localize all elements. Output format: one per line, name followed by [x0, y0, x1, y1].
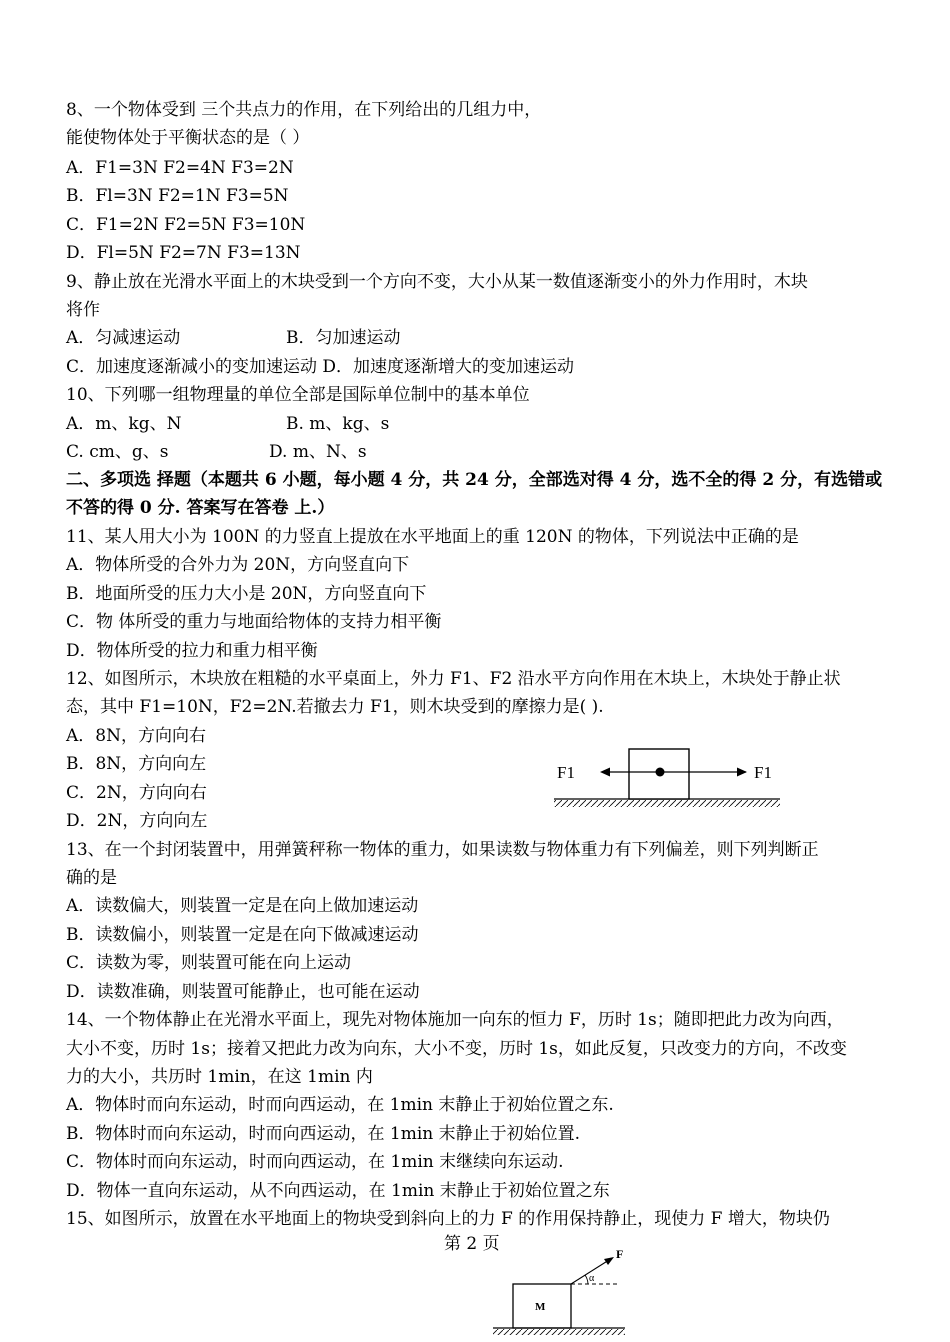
q12-right-arrowhead-icon [737, 768, 747, 777]
q11-stem: 11、某人用大小为 100N 的力竖直上提放在水平地面上的重 120N 的物体，下列说法中正确的是 [66, 527, 799, 547]
q11-option-d: D．物体所受的拉力和重力相平衡 [66, 641, 318, 661]
q15-figure [485, 1246, 635, 1338]
q12-option-a: A．8N，方向向右 [66, 726, 206, 746]
q14-option-a: A．物体时而向东运动，时而向西运动，在 1min 末静止于初始位置之东. [66, 1095, 614, 1115]
q14-stem-line2: 大小不变，历时 1s；接着又把此力改为向东，大小不变，历时 1s，如此反复，只改变力的方向，不改变 [66, 1039, 847, 1059]
q10-option-c: C. cm、g、s [66, 442, 169, 462]
section2-heading-line2: 不答的得 0 分. 答案写在答卷 上.） [66, 498, 335, 518]
q14-option-c: C．物体时而向东运动，时而向西运动，在 1min 末继续向东运动. [66, 1152, 564, 1172]
q8-option-b: B．Fl=3N F2=1N F3=5N [66, 186, 289, 206]
q8-option-c: C．F1=2N F2=5N F3=10N [66, 215, 306, 235]
q9-stem-line2: 将作 [66, 300, 100, 320]
page-number: 第 2 页 [444, 1234, 500, 1254]
q12-center-dot [656, 768, 665, 777]
q14-stem-line3: 力的大小，共历时 1min，在这 1min 内 [66, 1067, 373, 1087]
q12-option-d: D．2N，方向向左 [66, 811, 208, 831]
q9-option-a: A．匀减速运动 [66, 328, 181, 348]
q10-option-d: D. m、N、s [269, 442, 367, 462]
q10-stem: 10、下列哪一组物理量的单位全部是国际单位制中的基本单位 [66, 385, 530, 405]
q9-options-cd: C．加速度逐渐减小的变加速运动 D．加速度逐渐增大的变加速运动 [66, 357, 575, 377]
q12-ground-hatching [554, 800, 780, 807]
q15-force-arrowhead-icon [604, 1257, 614, 1265]
q14-option-d: D．物体一直向东运动，从不向西运动，在 1min 末静止于初始位置之东 [66, 1181, 610, 1201]
q11-option-a: A．物体所受的合外力为 20N，方向竖直向下 [66, 555, 410, 575]
q8-option-d: D．Fl=5N F2=7N F3=13N [66, 243, 301, 263]
q15-angle-label: α [589, 1273, 595, 1284]
q14-option-b: B．物体时而向东运动，时而向西运动，在 1min 末静止于初始位置. [66, 1124, 581, 1144]
q10-option-a: A．m、kg、N [66, 414, 182, 434]
q15-block-label: M [535, 1301, 546, 1313]
q11-option-c: C．物 体所受的重力与地面给物体的支持力相平衡 [66, 612, 442, 632]
q11-option-b: B．地面所受的压力大小是 20N，方向竖直向下 [66, 584, 427, 604]
q14-stem-line1: 14、一个物体静止在光滑水平面上，现先对物体施加一向东的恒力 F，历时 1s；随即把此力改为向西， [66, 1010, 844, 1030]
section2-heading-line1: 二、多项选 择题（本题共 6 小题，每小题 4 分，共 24 分，全部选对得 4 分，选不全的得 2 分，有选错或 [66, 470, 883, 490]
q15-ground-hatching [493, 1329, 625, 1335]
q12-stem-line2: 态，其中 F1=10N，F2=2N.若撤去力 F1，则木块受到的摩擦力是( ). [66, 697, 604, 717]
q15-stem: 15、如图所示，放置在水平地面上的物块受到斜向上的力 F 的作用保持静止，现使力 F 增大，物块仍 [66, 1209, 830, 1229]
q13-option-b: B．读数偏小，则装置一定是在向下做减速运动 [66, 925, 419, 945]
q8-stem-line2: 能使物体处于平衡状态的是（ ） [66, 128, 310, 148]
q13-option-a: A．读数偏大，则装置一定是在向上做加速运动 [66, 896, 419, 916]
q13-option-c: C．读数为零，则装置可能在向上运动 [66, 953, 352, 973]
q12-left-arrowhead-icon [600, 768, 610, 777]
q12-option-c: C．2N，方向向右 [66, 783, 207, 803]
q9-options-ab [66, 327, 401, 349]
q8-option-a: A．F1=3N F2=4N F3=2N [66, 158, 294, 178]
q8-stem-line1: 8、一个物体受到 三个共点力的作用，在下列给出的几组力中， [66, 100, 542, 120]
q12-left-force-label: F1 [557, 763, 575, 782]
q10-options-ab [66, 413, 389, 435]
q15-force-label: F [616, 1247, 624, 1261]
q12-stem-line1: 12、如图所示，木块放在粗糙的水平桌面上，外力 F1、F2 沿水平方向作用在木块上，木块处于静止状 [66, 669, 841, 689]
q10-options-cd [66, 441, 367, 463]
q9-option-b: B．匀加速运动 [286, 328, 401, 348]
q15-angle-arc [585, 1275, 588, 1284]
q9-stem-line1: 9、静止放在光滑水平面上的木块受到一个方向不变，大小从某一数值逐渐变小的外力作用时，木块 [66, 272, 808, 292]
q13-stem-line2: 确的是 [66, 868, 117, 888]
q13-option-d: D．读数准确，则装置可能静止，也可能在运动 [66, 982, 420, 1002]
q10-option-b: B. m、kg、s [286, 414, 390, 434]
q12-figure [550, 740, 790, 812]
q12-right-force-label: F1 [754, 763, 772, 782]
q12-option-b: B．8N，方向向左 [66, 754, 207, 774]
q13-stem-line1: 13、在一个封闭装置中，用弹簧秤称一物体的重力，如果读数与物体重力有下列偏差，则下列判断正 [66, 840, 819, 860]
